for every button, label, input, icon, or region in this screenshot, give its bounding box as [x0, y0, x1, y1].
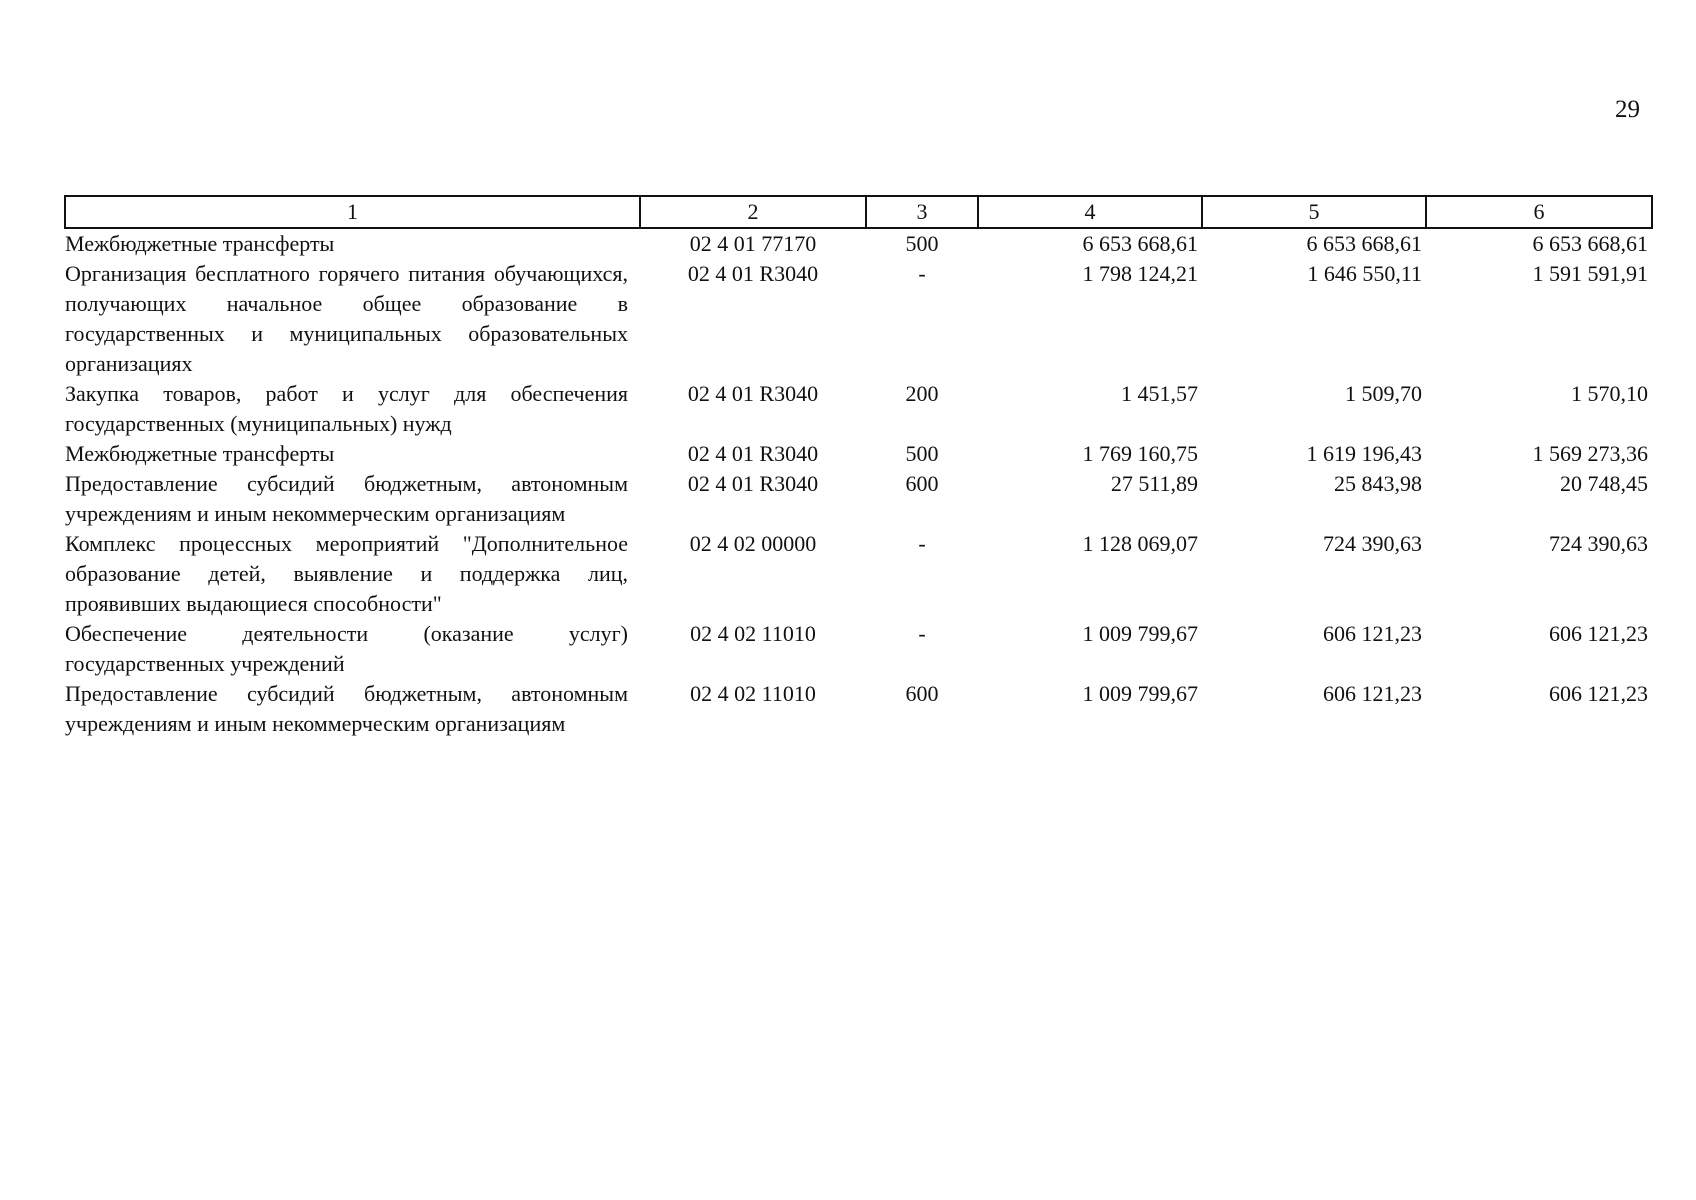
row-sum-col5: 606 121,23 [1323, 681, 1422, 706]
row-kind: - [918, 621, 926, 646]
row-sum-col5: 606 121,23 [1323, 621, 1422, 646]
row-name: Обеспечение деятельности (оказание услуг) государственных учреждений [65, 621, 628, 676]
table-row [65, 259, 1652, 379]
row-sum-col6: 1 591 591,91 [1532, 261, 1648, 286]
page-number: 29 [1615, 96, 1640, 123]
column-header: 5 [1202, 196, 1426, 228]
row-sum-col6: 20 748,45 [1560, 471, 1648, 496]
row-name: Межбюджетные трансферты [65, 231, 335, 256]
row-code: 02 4 01 R3040 [687, 381, 819, 406]
row-kind: 500 [905, 231, 939, 256]
table-row [65, 469, 1652, 529]
column-header: 3 [866, 196, 978, 228]
table-row [65, 529, 1652, 619]
row-name: Межбюджетные трансферты [65, 441, 335, 466]
row-code: 02 4 01 77170 [689, 231, 817, 256]
table-row [65, 379, 1652, 439]
row-code: 02 4 02 00000 [689, 531, 817, 556]
row-name: Предоставление субсидий бюджетным, автономным учреждениям и иным некоммерческим организациям [65, 471, 628, 526]
row-code: 02 4 01 R3040 [687, 441, 819, 466]
row-sum-col4: 1 769 160,75 [1082, 441, 1198, 466]
row-name: Закупка товаров, работ и услуг для обеспечения государственных (муниципальных) нужд [65, 381, 628, 436]
row-sum-col5: 1 619 196,43 [1306, 441, 1422, 466]
column-header: 6 [1426, 196, 1652, 228]
row-sum-col5: 1 509,70 [1345, 381, 1422, 406]
column-header: 2 [640, 196, 866, 228]
budget-table [64, 195, 1653, 739]
row-kind: 200 [905, 381, 939, 406]
row-sum-col6: 724 390,63 [1549, 531, 1648, 556]
row-sum-col5: 1 646 550,11 [1307, 261, 1422, 286]
row-sum-col6: 606 121,23 [1549, 681, 1648, 706]
row-kind: - [918, 261, 926, 286]
row-sum-col5: 25 843,98 [1334, 471, 1422, 496]
row-name: Комплекс процессных мероприятий "Дополнительное образование детей, выявление и поддержка лиц, проявивших выдающиеся способности" [65, 531, 628, 616]
table-row [65, 679, 1652, 739]
row-kind: - [918, 531, 926, 556]
row-kind: 600 [905, 471, 939, 496]
row-sum-col4: 6 653 668,61 [1082, 231, 1198, 256]
row-sum-col6: 6 653 668,61 [1532, 231, 1648, 256]
row-code: 02 4 01 R3040 [687, 471, 819, 496]
row-sum-col5: 724 390,63 [1323, 531, 1422, 556]
row-sum-col4: 1 009 799,67 [1082, 621, 1198, 646]
row-kind: 600 [905, 681, 939, 706]
column-header: 1 [65, 196, 640, 228]
row-sum-col4: 27 511,89 [1110, 471, 1198, 496]
row-name: Организация бесплатного горячего питания обучающихся, получающих начальное общее образование в государственных и муниципальных образовательных организациях [65, 261, 628, 376]
column-header: 4 [978, 196, 1202, 228]
table-row [65, 619, 1652, 679]
row-sum-col6: 606 121,23 [1549, 621, 1648, 646]
row-sum-col5: 6 653 668,61 [1306, 231, 1422, 256]
row-kind: 500 [905, 441, 939, 466]
row-code: 02 4 02 11010 [690, 621, 816, 646]
row-sum-col6: 1 570,10 [1571, 381, 1648, 406]
row-sum-col6: 1 569 273,36 [1532, 441, 1648, 466]
row-code: 02 4 02 11010 [690, 681, 816, 706]
table-row [65, 228, 1652, 259]
row-name: Предоставление субсидий бюджетным, автономным учреждениям и иным некоммерческим организациям [65, 681, 628, 736]
table-row [65, 439, 1652, 469]
row-sum-col4: 1 451,57 [1121, 381, 1198, 406]
row-code: 02 4 01 R3040 [687, 261, 819, 286]
table-header-row [65, 196, 1652, 228]
row-sum-col4: 1 128 069,07 [1082, 531, 1198, 556]
row-sum-col4: 1 009 799,67 [1082, 681, 1198, 706]
row-sum-col4: 1 798 124,21 [1082, 261, 1198, 286]
